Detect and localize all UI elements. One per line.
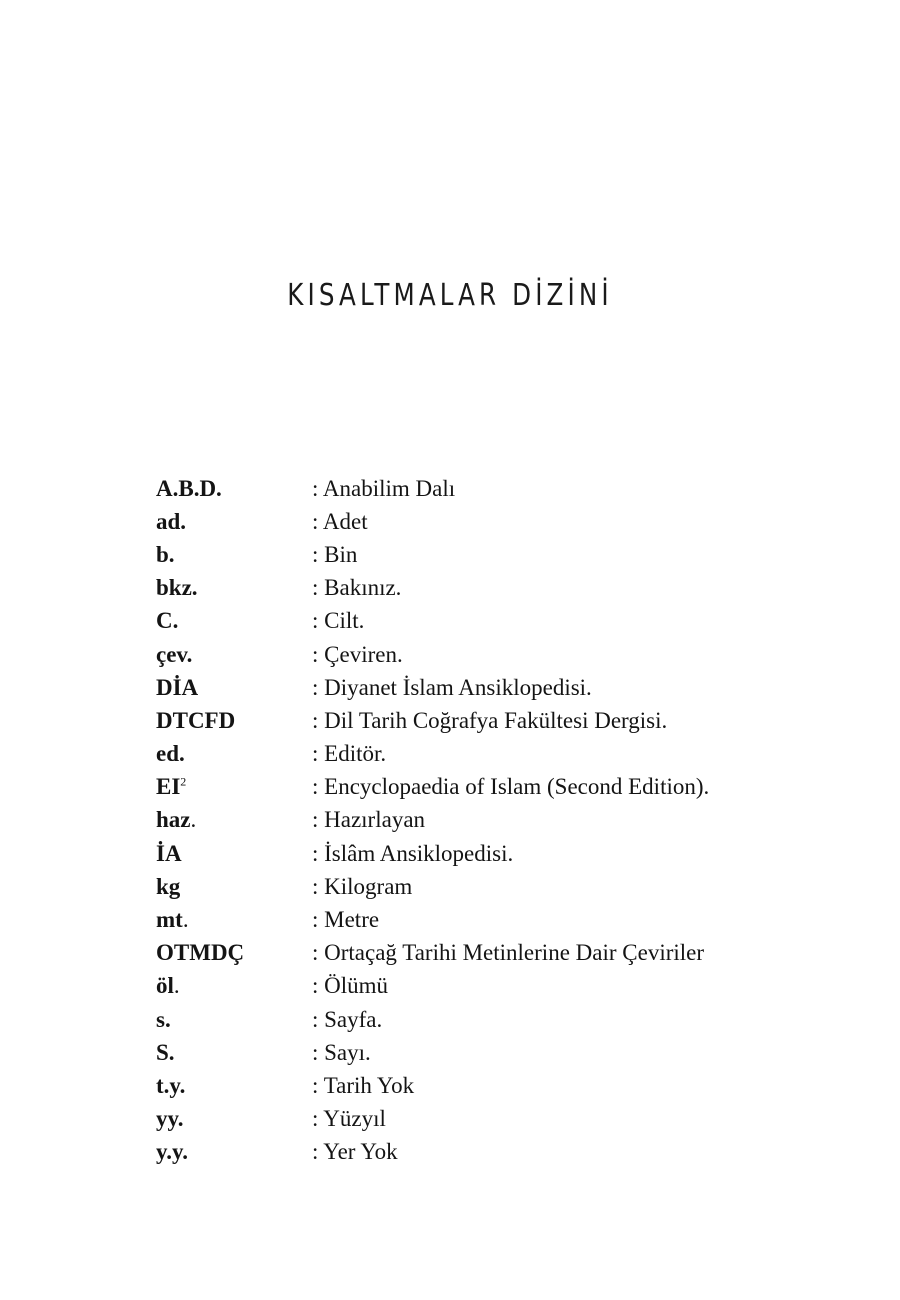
- abbreviation-row: [156, 505, 796, 538]
- abbreviation-text: ad.: [156, 508, 187, 534]
- abbreviation-text: haz: [156, 807, 191, 833]
- abbreviation-term: [156, 1007, 312, 1033]
- abbreviation-row: [156, 638, 796, 671]
- abbreviation-text: İA: [156, 840, 182, 866]
- abbreviation-meaning: : Editör.: [312, 741, 387, 767]
- abbreviation-term: [156, 774, 312, 800]
- abbreviation-text: S.: [156, 1039, 175, 1065]
- abbreviation-text: öl: [156, 973, 174, 999]
- abbreviation-row: [156, 903, 796, 936]
- abbreviation-trailing-period: .: [173, 973, 180, 999]
- abbreviation-meaning: : Bakınız.: [312, 575, 402, 601]
- abbreviation-row: [156, 1136, 796, 1169]
- abbreviation-meaning: : Ortaçağ Tarihi Metinlerine Dair Çeviriler: [312, 940, 705, 966]
- abbreviation-term: [156, 841, 312, 867]
- abbreviation-meaning: : Yer Yok: [312, 1139, 398, 1165]
- abbreviation-term: [156, 542, 312, 568]
- abbreviation-row: [156, 1036, 796, 1069]
- abbreviation-row: [156, 1103, 796, 1136]
- abbreviation-meaning: : Sayı.: [312, 1039, 371, 1065]
- abbreviation-meaning: : Yüzyıl: [312, 1106, 386, 1132]
- abbreviation-row: [156, 472, 796, 505]
- abbreviation-row: [156, 671, 796, 704]
- abbreviation-text: y.y.: [156, 1139, 188, 1165]
- abbreviation-term: [156, 1073, 312, 1099]
- abbreviation-text: b.: [156, 541, 175, 567]
- abbreviation-row: [156, 837, 796, 870]
- abbreviation-text: çev.: [156, 641, 193, 667]
- abbreviation-text: kg: [156, 873, 181, 899]
- abbreviation-list: [156, 472, 796, 1169]
- abbreviation-meaning: : Tarih Yok: [312, 1072, 415, 1098]
- abbreviation-meaning: : Diyanet İslam Ansiklopedisi.: [312, 674, 592, 700]
- abbreviation-superscript: 2: [180, 774, 187, 789]
- abbreviation-text: EI: [156, 774, 181, 800]
- abbreviation-term: [156, 675, 312, 701]
- abbreviation-text: ed.: [156, 741, 185, 767]
- abbreviation-term: [156, 1106, 312, 1132]
- abbreviation-row: [156, 738, 796, 771]
- abbreviation-meaning: : Adet: [312, 508, 368, 534]
- abbreviation-meaning: : Anabilim Dalı: [312, 475, 456, 501]
- abbreviation-term: [156, 575, 312, 601]
- abbreviation-trailing-period: .: [190, 807, 197, 833]
- abbreviation-term: [156, 741, 312, 767]
- abbreviation-term: [156, 708, 312, 734]
- abbreviation-term: [156, 509, 312, 535]
- abbreviation-meaning: : Ölümü: [312, 973, 389, 999]
- abbreviation-row: [156, 870, 796, 903]
- abbreviation-meaning: : Encyclopaedia of Islam (Second Edition).: [312, 774, 710, 800]
- abbreviation-term: [156, 608, 312, 634]
- abbreviation-term: [156, 940, 312, 966]
- abbreviation-term: [156, 907, 312, 933]
- abbreviation-text: DTCFD: [156, 707, 236, 733]
- abbreviation-meaning: : Dil Tarih Coğrafya Fakültesi Dergisi.: [312, 707, 668, 733]
- abbreviation-meaning: : Kilogram: [312, 873, 413, 899]
- abbreviation-row: [156, 804, 796, 837]
- abbreviation-term: [156, 642, 312, 668]
- abbreviation-text: bkz.: [156, 575, 198, 601]
- abbreviation-meaning: : Metre: [312, 907, 380, 933]
- abbreviation-row: [156, 771, 796, 804]
- abbreviation-term: [156, 476, 312, 502]
- abbreviation-text: yy.: [156, 1106, 184, 1132]
- abbreviation-row: [156, 572, 796, 605]
- abbreviation-trailing-period: .: [182, 907, 189, 933]
- abbreviation-row: [156, 970, 796, 1003]
- abbreviation-meaning: : Çeviren.: [312, 641, 403, 667]
- abbreviation-meaning: : Bin: [312, 541, 358, 567]
- abbreviation-term: [156, 807, 312, 833]
- abbreviation-text: s.: [156, 1006, 171, 1032]
- abbreviation-term: [156, 1040, 312, 1066]
- abbreviation-text: A.B.D.: [156, 475, 222, 501]
- abbreviation-text: DİA: [156, 674, 199, 700]
- abbreviation-text: C.: [156, 608, 179, 634]
- abbreviation-text: OTMDÇ: [156, 940, 245, 966]
- abbreviation-meaning: : İslâm Ansiklopedisi.: [312, 840, 514, 866]
- abbreviation-row: [156, 704, 796, 737]
- abbreviation-row: [156, 538, 796, 571]
- abbreviation-term: [156, 973, 312, 999]
- abbreviation-term: [156, 1139, 312, 1165]
- abbreviation-meaning: : Cilt.: [312, 608, 365, 634]
- abbreviation-meaning: : Hazırlayan: [312, 807, 426, 833]
- abbreviation-meaning: : Sayfa.: [312, 1006, 383, 1032]
- abbreviation-row: [156, 1003, 796, 1036]
- page-title: KISALTMALAR DİZİNİ: [287, 278, 613, 313]
- abbreviation-row: [156, 605, 796, 638]
- abbreviation-row: [156, 937, 796, 970]
- abbreviation-text: mt: [156, 907, 183, 933]
- abbreviation-term: [156, 874, 312, 900]
- abbreviation-row: [156, 1069, 796, 1102]
- abbreviation-text: t.y.: [156, 1072, 186, 1098]
